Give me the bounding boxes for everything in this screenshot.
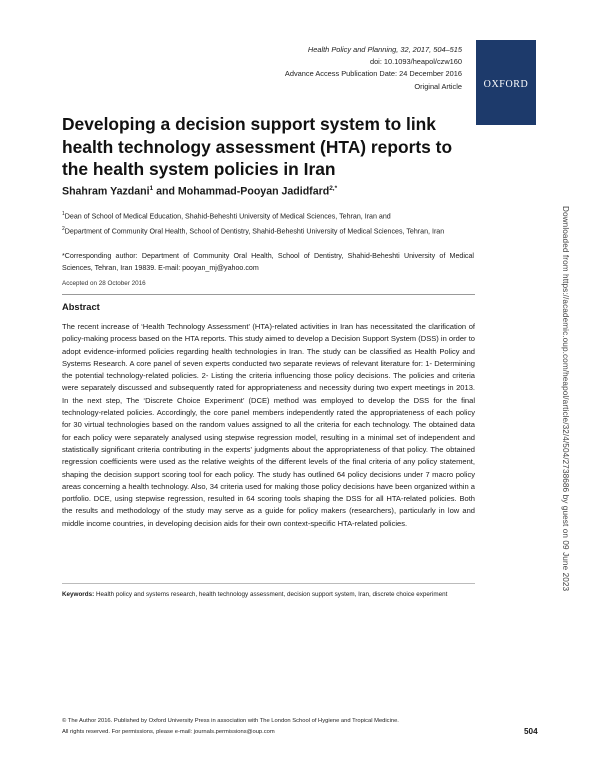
oxford-logo-text: OXFORD — [483, 79, 529, 90]
article-title: Developing a decision support system to link health technology assessment (HTA) reports to the health system policies in Iran — [62, 114, 453, 179]
affiliation-2: Department of Community Oral Health, School of Dentistry, Shahid-Beheshti University of Medical Sciences, Tehran, Iran — [64, 226, 445, 235]
copyright-footer — [62, 716, 482, 737]
corresponding-author: *Corresponding author: Department of Community Oral Health, School of Dentistry, Shahid-Beheshti University of Medical Sciences, Tehran, Iran 19839. E-mail: pooyan_mj@yahoo.com — [62, 252, 474, 273]
abstract-body: The recent increase of ‘Health Technology Assessment’ (HTA)-related activities in Iran has necessitated the clarification of policy-making process based on the HTA reports. This study aimed to develop a Decision Support System (DSS) in order to adopt evidence-informed policies regarding health technologies in Iran. The study can be classified as Health Policy and Systems Research. A core panel of seven experts conducted two separate reviews of relevant literature for: 1- Determining the potential technology-related policies. 2- Listing the criteria influencing those policy decisions. The policies and criteria were separately discussed and subsequently rated for appropriateness and necessity during two expert meetings in 2013. In the next step, The ‘Discrete Choice Experiment’ (DCE) method was employed to develop the DSS for the final technology-related policies. Accordingly, the core panel members independently rated the appropriateness of each policy for 30 virtual technologies based on the random values assigned to all the criteria for each technology. The obtained data for each policy were separately analysed using stepwise regression model, resulting in a minimal set of independent and statistically significant criteria contributing in the experts’ judgments about the appropriateness of that policy. The obtained regression coefficients were used as the relative weights of the different levels of the final criteria of any policy statement, shaping the decision support scoring tool for each policy. The study has outlined 64 policy decisions under 7 macro policy areas concerning a health technology. Also, 34 criteria used for making those policy decisions have been organized within a portfolio. DCE, using stepwise regression, resulted in 64 scoring tools shaping the DSS for all HTA-related policies. Both the results and methodology of the study may serve as a guide for policy makers (researchers), particularly in low and middle income countries, in developing decision aids for their own context-specific HTA-related policies. — [62, 322, 475, 528]
author-affiliation-marker: 2,* — [329, 185, 338, 192]
keywords — [62, 590, 474, 600]
download-watermark: Downloaded from https://academic.oup.com/heapol/article/32/4/504/2738686 by guest on 09 June 2023 — [561, 206, 570, 592]
author-list — [62, 185, 337, 198]
permissions-line: All rights reserved. For permissions, please e-mail: journals.permissions@oup.com — [62, 728, 275, 735]
accepted-date: Accepted on 28 October 2016 — [62, 280, 146, 287]
affiliation-1: Dean of School of Medical Education, Shahid-Beheshti University of Medical Sciences, Tehran, Iran and — [64, 212, 391, 221]
author-conjunction: and — [153, 185, 178, 198]
keywords-text: Health policy and systems research, health technology assessment, decision support system, Iran, discrete choice experiment — [94, 591, 448, 598]
page-number: 504 — [524, 727, 538, 736]
abstract-heading: Abstract — [62, 302, 100, 312]
affiliation-marker: 1 — [62, 211, 65, 217]
oxford-logo — [476, 40, 536, 125]
author-name: Shahram Yazdani — [62, 185, 150, 198]
divider — [62, 294, 475, 295]
affiliation-marker: 2 — [62, 225, 65, 232]
article-type: Original Article — [414, 81, 462, 91]
author-affiliation-marker: 1 — [149, 185, 154, 192]
advance-access-date: Advance Access Publication Date: 24 December 2016 — [284, 69, 462, 79]
doi[interactable]: doi: 10.1093/heapol/czw160 — [369, 57, 462, 67]
author-name: Mohammad-Pooyan Jadidfard — [177, 185, 330, 198]
affiliations — [62, 208, 472, 237]
copyright-line: © The Author 2016. Published by Oxford University Press in association with The London School of Hygiene and Tropical Medicine. — [62, 718, 399, 724]
divider — [62, 583, 475, 584]
journal-citation: Health Policy and Planning, 32, 2017, 504–515 — [307, 45, 462, 54]
journal-meta — [285, 44, 462, 93]
keywords-label: Keywords: — [62, 591, 95, 598]
